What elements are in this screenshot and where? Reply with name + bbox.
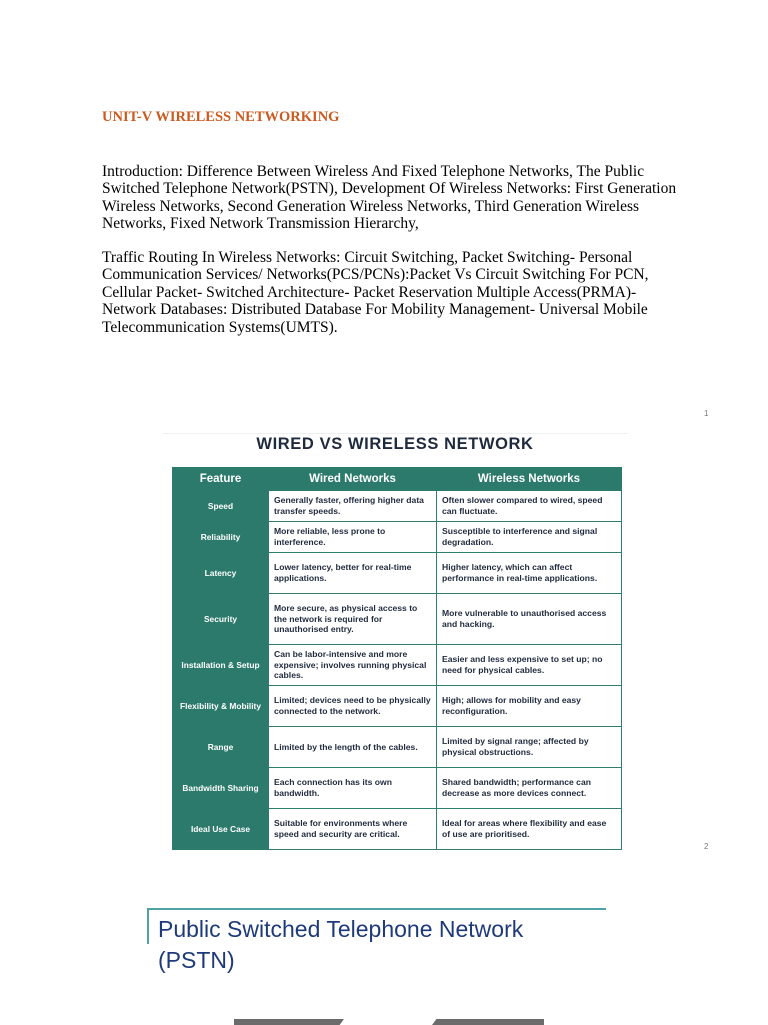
wireless-cell: Higher latency, which can affect performance in real-time applications. (437, 553, 622, 594)
table-row (173, 645, 622, 686)
wired-cell: More secure, as physical access to the network is required for unauthorised entry. (269, 594, 437, 645)
comparison-table (172, 467, 622, 850)
table-header-row (173, 468, 622, 491)
slide-shape (432, 1019, 544, 1025)
document-heading: UNIT-V WIRELESS NETWORKING (102, 109, 340, 125)
wireless-cell: Susceptible to interference and signal degradation. (437, 522, 622, 553)
wired-cell: Limited by the length of the cables. (269, 727, 437, 768)
table-row (173, 594, 622, 645)
table-row (173, 491, 622, 522)
table-row (173, 686, 622, 727)
wireless-cell: Shared bandwidth; performance can decrease as more devices connect. (437, 768, 622, 809)
wired-cell: Can be labor-intensive and more expensive; involves running physical cables. (269, 645, 437, 686)
figure-top-rule (162, 433, 628, 434)
pstn-slide-title: Public Switched Telephone Network (PSTN) (158, 916, 524, 973)
header-wireless: Wireless Networks (437, 468, 622, 491)
wired-cell: Limited; devices need to be physically connected to the network. (269, 686, 437, 727)
feature-cell: Security (173, 594, 269, 645)
wired-vs-wireless-figure (162, 433, 628, 853)
feature-cell: Installation & Setup (173, 645, 269, 686)
feature-cell: Range (173, 727, 269, 768)
table-row (173, 809, 622, 850)
table-row (173, 553, 622, 594)
table-row (173, 727, 622, 768)
wired-cell: Each connection has its own bandwidth. (269, 768, 437, 809)
figure-title: WIRED VS WIRELESS NETWORK (256, 435, 534, 453)
feature-cell: Latency (173, 553, 269, 594)
page-number: 2 (704, 842, 709, 851)
feature-cell: Speed (173, 491, 269, 522)
header-feature: Feature (173, 468, 269, 491)
wireless-cell: High; allows for mobility and easy reconfiguration. (437, 686, 622, 727)
wireless-cell: Easier and less expensive to set up; no need for physical cables. (437, 645, 622, 686)
feature-cell: Reliability (173, 522, 269, 553)
wired-cell: Generally faster, offering higher data transfer speeds. (269, 491, 437, 522)
table-row (173, 768, 622, 809)
header-wired: Wired Networks (269, 468, 437, 491)
wired-cell: More reliable, less prone to interference. (269, 522, 437, 553)
wireless-cell: More vulnerable to unauthorised access and hacking. (437, 594, 622, 645)
slide-accent-line (148, 908, 606, 910)
slide-shape (234, 1019, 344, 1025)
table-row (173, 522, 622, 553)
wired-cell: Suitable for environments where speed and security are critical. (269, 809, 437, 850)
wireless-cell: Limited by signal range; affected by physical obstructions. (437, 727, 622, 768)
wired-cell: Lower latency, better for real-time applications. (269, 553, 437, 594)
feature-cell: Flexibility & Mobility (173, 686, 269, 727)
intro-paragraph: Introduction: Difference Between Wireless And Fixed Telephone Networks, The Public Switched Telephone Network(PSTN), Development Of Wireless Networks: First Generation Wireless Networks, Second Generation Wireless Networks, Third Generation Wireless Networks, Fixed Network Transmission Hierarchy, (102, 163, 677, 233)
wireless-cell: Ideal for areas where flexibility and ease of use are prioritised. (437, 809, 622, 850)
feature-cell: Bandwidth Sharing (173, 768, 269, 809)
wireless-cell: Often slower compared to wired, speed can fluctuate. (437, 491, 622, 522)
slide-accent-line (147, 908, 149, 944)
page-number: 1 (704, 409, 709, 418)
feature-cell: Ideal Use Case (173, 809, 269, 850)
routing-paragraph: Traffic Routing In Wireless Networks: Circuit Switching, Packet Switching- Personal Communication Services/ Networks(PCS/PCNs):Packet Vs Circuit Switching For PCN, Cellular Packet- Switched Architecture- Packet Reservation Multiple Access(PRMA)- Network Databases: Distributed Database For Mobility Management- Universal Mobile Telecommunication Systems(UMTS). (102, 249, 649, 336)
